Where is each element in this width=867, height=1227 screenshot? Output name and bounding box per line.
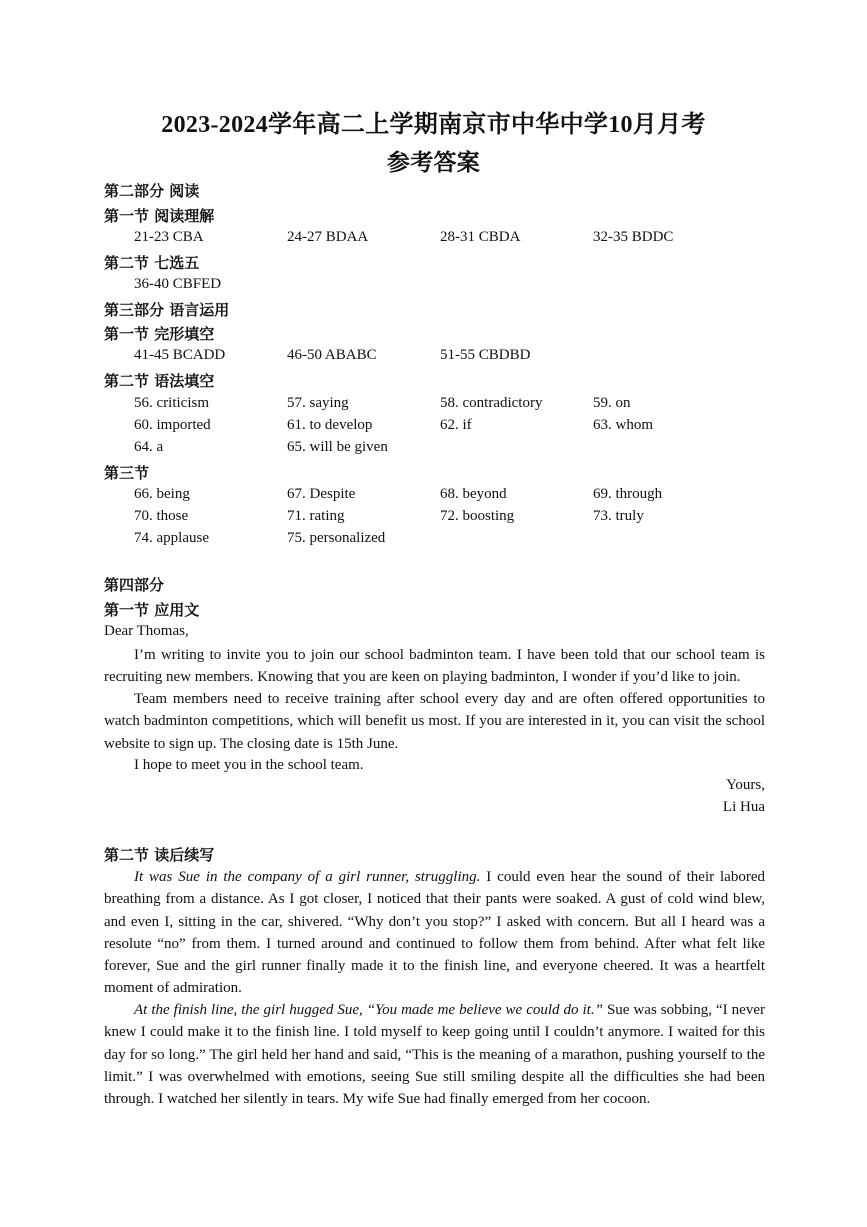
answer-61: 61. to develop [287,417,373,433]
answer-75: 75. personalized [287,530,386,546]
part3-sec2-heading: 第二节 语法填空 [104,372,215,390]
answer-64: 64. a [134,439,164,455]
continuation-paragraph-2 [104,999,765,1110]
answer-36-40: 36-40 CBFED [134,276,222,292]
answer-60: 60. imported [134,417,211,433]
answer-59: 59. on [593,395,631,411]
answer-73: 73. truly [593,508,644,524]
part4-sec2-heading: 第二节 读后续写 [104,846,215,864]
answer-41-45: 41-45 BCADD [134,347,226,363]
paragraph-1-lead-sentence: It was Sue in the company of a girl runner, struggling. [134,869,481,885]
page-subtitle: 参考答案 [386,150,481,175]
page-title: 2023-2024学年高二上学期南京市中华中学10月月考 [161,112,706,138]
part2-sec1-heading: 第一节 阅读理解 [104,207,215,225]
answer-65: 65. will be given [287,439,388,455]
answer-66: 66. being [134,486,190,502]
answer-21-23: 21-23 CBA [134,229,204,245]
answer-56: 56. criticism [134,395,209,411]
letter-paragraph-2: Team members need to receive training after school every day and are often offered opportunities to watch badminton competitions, which will benefit us most. If you are interested in it, you can visit the school website to sign up. The closing date is 15th June. [104,691,765,752]
answer-63: 63. whom [593,417,653,433]
part2-heading: 第二部分 阅读 [104,182,200,200]
part3-sec1-heading: 第一节 完形填空 [104,325,215,343]
answer-71: 71. rating [287,508,345,524]
part3-heading: 第三部分 语言运用 [104,301,230,319]
answer-32-35: 32-35 BDDC [593,229,674,245]
answer-70: 70. those [134,508,189,524]
paragraph-1-body: I could even hear the sound of their labored breathing from a distance. As I got closer, I noticed that their pants were soaked. A gust of cold wind blew, and even I, sitting in the car, shivered. “Why don’t you stop?” I asked with concern. But all I heard was a resolute “no” from them. I turned around and continued to follow them from behind. After what felt like forever, Sue and the girl runner finally made it to the finish line, and everyone cheered. It was a heartfelt moment of admiration. [104,869,765,997]
letter-signature: Li Hua [722,799,765,815]
answer-57: 57. saying [287,395,349,411]
paragraph-2-lead-sentence: At the finish line, the girl hugged Sue, “You made me believe we could do it.” [134,1002,603,1018]
answer-58: 58. contradictory [440,395,543,411]
answer-72: 72. boosting [440,508,515,524]
answer-62: 62. if [440,417,472,433]
letter-greeting: Dear Thomas, [104,623,189,639]
answer-67: 67. Despite [287,486,356,502]
answer-74: 74. applause [134,530,209,546]
paragraph-2-body: Sue was sobbing, “I never knew I could make it to the finish line. I told myself to keep going until I couldn’t anymore. I waited for this day for so long.” The girl held her hand and said, “This is the meaning of a marathon, pushing yourself to the limit.” I was overwhelmed with emotions, seeing Sue still smiling despite all the difficulties she had been through. I watched her silently in tears. My wife Sue had finally emerged from her cocoon. [104,1002,765,1108]
answer-51-55: 51-55 CBDBD [440,347,531,363]
part4-sec1-heading: 第一节 应用文 [104,601,200,619]
answer-69: 69. through [593,486,663,502]
letter-paragraph-3: I hope to meet you in the school team. [134,757,364,773]
part4-heading: 第四部分 [104,576,165,594]
part2-sec2-heading: 第二节 七选五 [104,254,200,272]
letter-closing: Yours, [726,777,765,793]
answer-68: 68. beyond [440,486,507,502]
continuation-paragraph-1 [104,866,765,1000]
answer-46-50: 46-50 ABABC [287,347,377,363]
answer-28-31: 28-31 CBDA [440,229,521,245]
letter-paragraph-1: I’m writing to invite you to join our school badminton team. I have been told that our school team is recruiting new members. Knowing that you are keen on playing badminton, I wonder if you’d like to join. [104,647,765,686]
part3-sec3-heading: 第三节 [104,464,150,482]
answer-24-27: 24-27 BDAA [287,229,369,245]
